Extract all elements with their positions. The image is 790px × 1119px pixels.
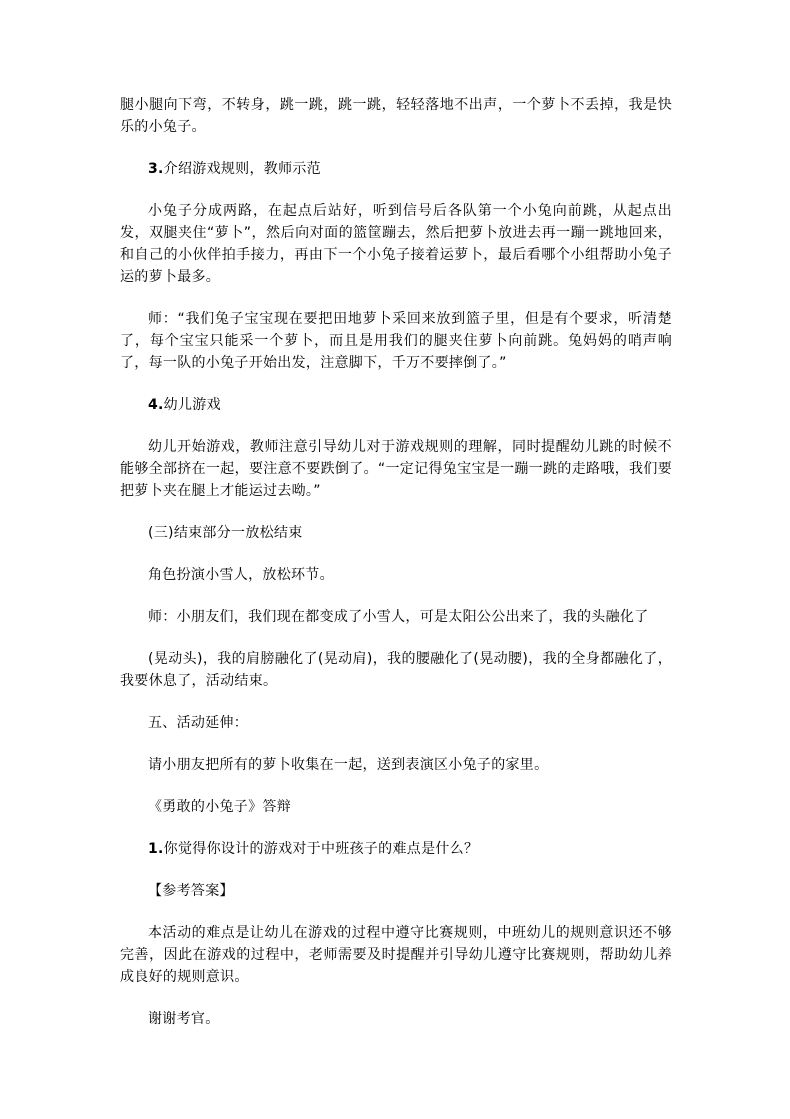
- heading-text: 幼儿游戏: [163, 397, 221, 413]
- teacher-instruction-quote: [120, 308, 672, 374]
- defense-question-1: [120, 838, 672, 860]
- reference-answer-paragraph: [120, 922, 672, 988]
- paragraph-text: 角色扮演小雪人，放松环节。: [148, 567, 334, 583]
- paragraph-text: 谢谢考官。: [148, 1011, 220, 1027]
- paragraph-text: 请小朋友把所有的萝卜收集在一起，送到表演区小兔子的家里。: [148, 757, 549, 773]
- children-game-paragraph: [120, 436, 672, 502]
- reference-answer-label: [120, 880, 672, 902]
- role-play-paragraph: [120, 564, 672, 586]
- question-number: 1.: [148, 841, 164, 857]
- teacher-snowman-quote: [120, 606, 672, 628]
- question-text: 你觉得你设计的游戏对于中班孩子的难点是什么？: [163, 841, 479, 857]
- step-4-heading: [120, 394, 672, 416]
- heading-text: 介绍游戏规则，教师示范: [163, 161, 321, 177]
- step-3-heading: [120, 158, 672, 180]
- section-3-ending-heading: [120, 522, 672, 544]
- paragraph-text: (晃动头)，我的肩膀融化了(晃动肩)，我的腰融化了(晃动腰)，我的全身都融化了，我要休息了，活动结束。: [120, 651, 672, 689]
- paragraph-text: 幼儿开始游戏，教师注意引导幼儿对于游戏规则的理解，同时提醒幼儿跳的时候不能够全部挤在一起，要注意不要跌倒了。“一定记得兔宝宝是一蹦一跳的走路哦，我们要把萝卜夹在腿上才能运过去呦。”: [120, 439, 672, 499]
- defense-title: [120, 796, 672, 818]
- extension-description-paragraph: [120, 754, 672, 776]
- label-text: 【参考答案】: [148, 883, 234, 899]
- step-number: 4.: [148, 397, 164, 413]
- step-number: 3.: [148, 161, 164, 177]
- paragraph-text: 本活动的难点是让幼儿在游戏的过程中遵守比赛规则，中班幼儿的规则意识还不够完善，因此在游戏的过程中，老师需要及时提醒并引导幼儿遵守比赛规则，帮助幼儿养成良好的规则意识。: [120, 925, 672, 985]
- rhyme-continuation-paragraph: [120, 94, 672, 138]
- game-rules-paragraph: [120, 200, 672, 288]
- title-text: 《勇敢的小兔子》答辩: [148, 799, 291, 815]
- activity-extension-heading: [120, 712, 672, 734]
- melting-actions-paragraph: [120, 648, 672, 692]
- document-page: [120, 94, 672, 1050]
- thanks-examiner-paragraph: [120, 1008, 672, 1030]
- paragraph-text: 师：“我们兔子宝宝现在要把田地萝卜采回来放到篮子里，但是有个要求，听清楚了，每个宝宝只能采一个萝卜，而且是用我们的腿夹住萝卜向前跳。兔妈妈的哨声响了，每一队的小兔子开始出发，注意脚下，千万不要摔倒了。”: [120, 311, 672, 371]
- paragraph-text: 腿小腿向下弯，不转身，跳一跳，跳一跳，轻轻落地不出声，一个萝卜不丢掉，我是快乐的小兔子。: [120, 97, 672, 135]
- heading-text: 五、活动延伸：: [148, 715, 249, 731]
- heading-text: (三)结束部分一放松结束: [148, 525, 303, 541]
- paragraph-text: 小兔子分成两路，在起点后站好，听到信号后各队第一个小兔向前跳，从起点出发，双腿夹住“萝卜”，然后向对面的篮筐蹦去，然后把萝卜放进去再一蹦一跳地回来，和自己的小伙伴拍手接力，再由下一个小兔子接着运萝卜，最后看哪个小组帮助小兔子运的萝卜最多。: [120, 203, 672, 285]
- paragraph-text: 师：小朋友们，我们现在都变成了小雪人，可是太阳公公出来了，我的头融化了: [148, 609, 649, 625]
